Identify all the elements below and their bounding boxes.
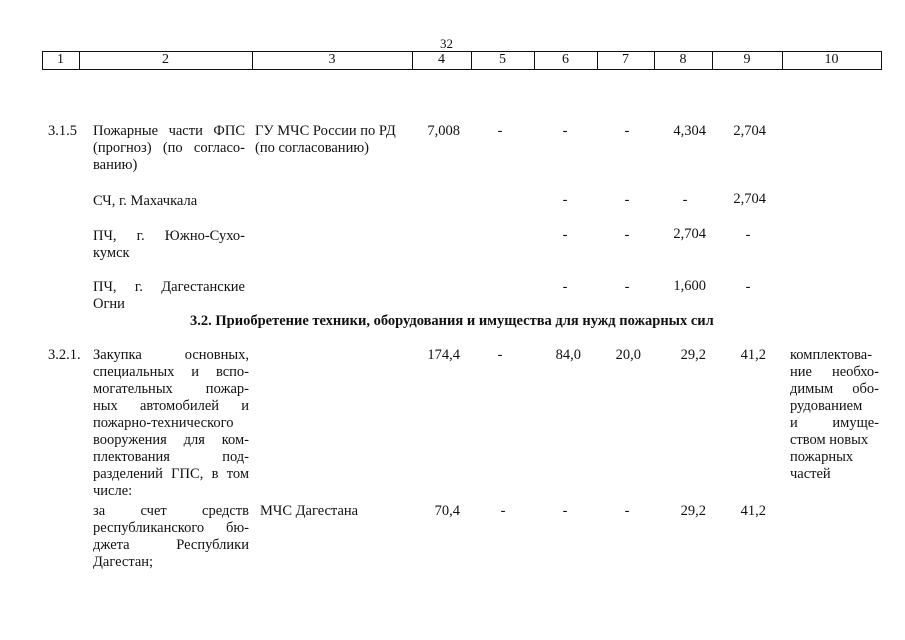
cell-col9: - — [745, 279, 751, 295]
section-title: 3.2. Приобретение техники, оборудования и имущества для нужд пожарных сил — [190, 313, 714, 329]
cell-col6: 84,0 — [555, 347, 581, 363]
cell-col9: 41,2 — [740, 503, 766, 519]
cell-col7: - — [624, 227, 630, 243]
header-col-4: 4 — [438, 52, 445, 67]
cell-col5: - — [497, 347, 503, 363]
cell-col5: - — [497, 123, 503, 139]
cell-col8: 29,2 — [680, 347, 706, 363]
cell-col8: 29,2 — [680, 503, 706, 519]
cell-col9: 41,2 — [740, 347, 766, 363]
cell-col7: - — [624, 503, 630, 519]
row-executor: МЧС Дагестана — [260, 503, 359, 519]
cell-col4: 70,4 — [434, 503, 460, 519]
cell-col6: - — [562, 503, 568, 519]
header-bottom-rule — [42, 69, 882, 70]
row-name: ПЧ, г. Южно-Сухо- кумск — [93, 228, 245, 261]
cell-col6: - — [562, 123, 568, 139]
cell-col6: - — [562, 192, 568, 208]
header-col-10: 10 — [824, 52, 839, 67]
header-col-1: 1 — [57, 52, 64, 67]
header-col-9: 9 — [743, 52, 751, 67]
header-col-6: 6 — [562, 52, 569, 67]
cell-col6: - — [562, 279, 568, 295]
row-name: Закупка основных, специальных и вспо- могательных пожар- ных автомобилей и пожарно-технического вооружения для ком- плектования под- разделений ГПС, в том числе: — [93, 347, 249, 499]
cell-col9: 2,704 — [733, 191, 766, 207]
header-col-5: 5 — [499, 52, 506, 67]
row-name: Пожарные части ФПС (прогноз) (по согласо- ванию) — [93, 123, 245, 173]
row-note: комплектова- ние необхо- димым обо- рудованием и имуще- ством новых пожарных частей — [790, 347, 879, 482]
cell-col8: 1,600 — [673, 278, 706, 294]
cell-col7: - — [624, 123, 630, 139]
cell-col5: - — [500, 503, 506, 519]
row-name: ПЧ, г. Дагестанские Огни — [93, 279, 245, 312]
cell-col7: 20,0 — [615, 347, 641, 363]
header-col-7: 7 — [622, 52, 629, 67]
header-col-3: 3 — [328, 52, 336, 67]
cell-col4: 7,008 — [427, 123, 460, 139]
cell-col7: - — [624, 279, 630, 295]
cell-col9: - — [745, 227, 751, 243]
header-col-8: 8 — [679, 52, 687, 67]
cell-col8: 4,304 — [673, 123, 706, 139]
row-number: 3.1.5 — [48, 123, 77, 139]
page-number: 32 — [440, 36, 453, 51]
cell-col9: 2,704 — [733, 123, 766, 139]
row-name: за счет средств республиканского бю- джета Республики Дагестан; — [93, 503, 249, 570]
cell-col8: 2,704 — [673, 226, 706, 242]
cell-col8: - — [682, 192, 688, 208]
cell-col4: 174,4 — [427, 347, 460, 363]
row-executor: ГУ МЧС России по РД (по согласованию) — [255, 123, 396, 156]
row-name: СЧ, г. Махачкала — [93, 193, 198, 209]
cell-col7: - — [624, 192, 630, 208]
cell-col6: - — [562, 227, 568, 243]
row-number: 3.2.1. — [48, 347, 81, 363]
header-col-2: 2 — [162, 52, 169, 67]
